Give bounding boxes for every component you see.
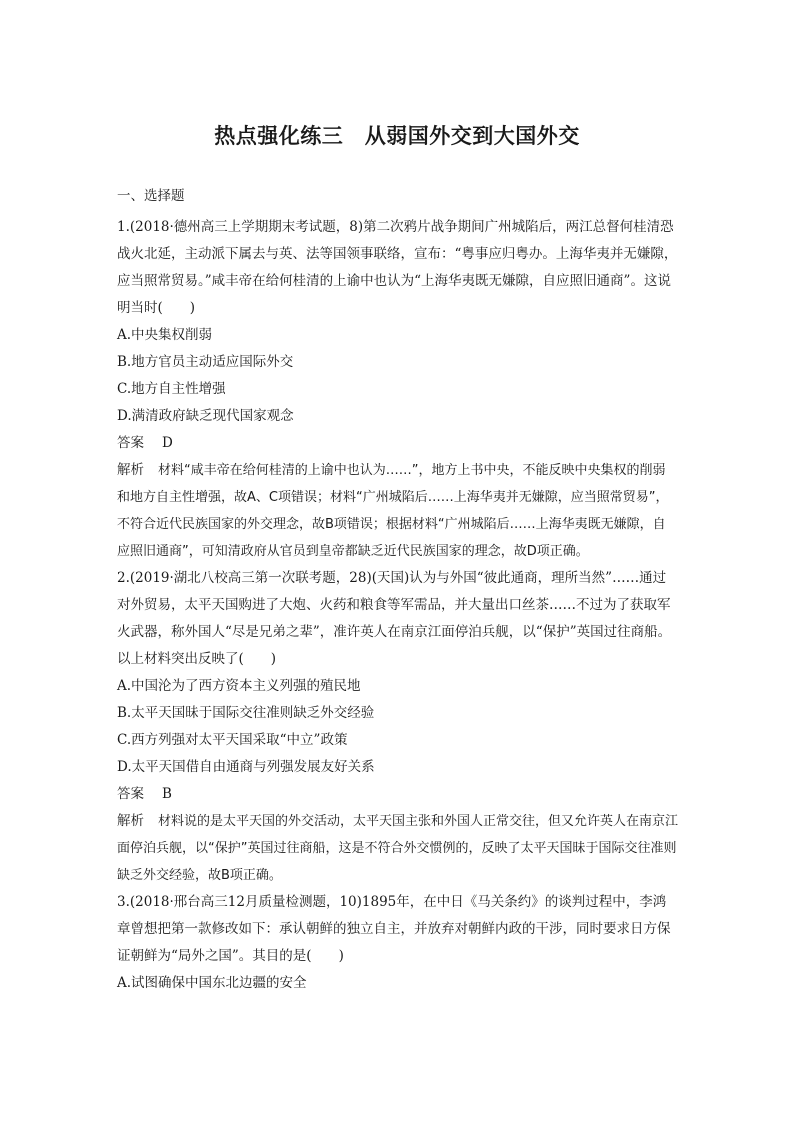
explanation-text: 材料“咸丰帝在给何桂清的上谕中也认为……”，地方上书中央，不能反映中央集权的削弱和地方自主性增强，故A、C项错误；材料“广州城陷后……上海华夷并无嫌隙，应当照常贸易”，不符合近代民族国家的外交理念，故B项错误；根据材料“广州城陷后……上海华夷既无嫌隙，自应照旧通商”，可知清政府从官员到皇帝都缺乏近代民族国家的理念，故D项正确。 <box>117 463 669 559</box>
explanation-text: 材料说的是太平天国的外交活动，太平天国主张和外国人正常交往，但又允许英人在南京江面停泊兵舰，以“保护”英国过往商船，这是不符合外交惯例的，反映了太平天国昧于国际交往准则缺乏外交经验，故B项正确。 <box>117 814 679 883</box>
option-c: C.地方自主性增强 <box>117 381 226 397</box>
explanation-label: 解析 <box>117 462 144 478</box>
option-a: A.中国沦为了西方资本主义列强的殖民地 <box>117 678 361 694</box>
question-stem: 3.(2018·邢台高三12月质量检测题，10)1895年，在中日《马关条约》的谈判过程中，李鸿章曾想把第一款修改如下：承认朝鲜的独立自主，并放弃对朝鲜内政的干涉，同时要求日方保证朝鲜为“局外之国”。其目的是( ) <box>117 894 671 964</box>
question-2 <box>117 565 678 889</box>
answer-value: B <box>162 786 172 802</box>
option-d: D.满清政府缺乏现代国家观念 <box>117 408 294 424</box>
explanation <box>117 457 678 565</box>
answer-line <box>117 430 678 457</box>
page-title: 热点强化练三 从弱国外交到大国外交 <box>214 124 580 148</box>
answer-label: 答案 <box>117 435 144 451</box>
option-b: B.地方官员主动适应国际外交 <box>117 354 294 370</box>
question-3 <box>117 889 678 997</box>
explanation-label: 解析 <box>117 813 144 829</box>
explanation <box>117 808 678 889</box>
answer-label: 答案 <box>117 786 144 802</box>
question-stem: 1.(2018·德州高三上学期期末考试题，8)第二次鸦片战争期间广州城陷后，两江总督何桂清恐战火北延，主动派下属去与英、法等国领事联络，宣布：“粤事应归粤办。上海华夷并无嫌隙，应当照常贸易。”咸丰帝在给何桂清的上谕中也认为“上海华夷既无嫌隙，自应照旧通商”。这说明当时( ) <box>117 219 678 316</box>
option-b: B.太平天国昧于国际交往准则缺乏外交经验 <box>117 705 375 721</box>
question-stem: 2.(2019·湖北八校高三第一次联考题，28)(天国)认为与外国“彼此通商，理所当然”……通过对外贸易，太平天国购进了大炮、火药和粮食等军需品，并大量出口丝茶……不过为了获取军火武器，称外国人“尽是兄弟之辈”，准许英人在南京江面停泊兵舰，以“保护”英国过往商船。以上材料突出反映了( ) <box>117 570 672 667</box>
option-a: A.中央集权削弱 <box>117 327 213 343</box>
answer-line <box>117 781 678 808</box>
answer-value: D <box>162 435 173 451</box>
option-c: C.西方列强对太平天国采取“中立”政策 <box>117 732 348 748</box>
section-heading: 一、选择题 <box>117 188 185 204</box>
option-d: D.太平天国借自由通商与列强发展友好关系 <box>117 759 375 775</box>
question-1 <box>117 214 678 565</box>
option-a: A.试图确保中国东北边疆的安全 <box>117 975 307 991</box>
